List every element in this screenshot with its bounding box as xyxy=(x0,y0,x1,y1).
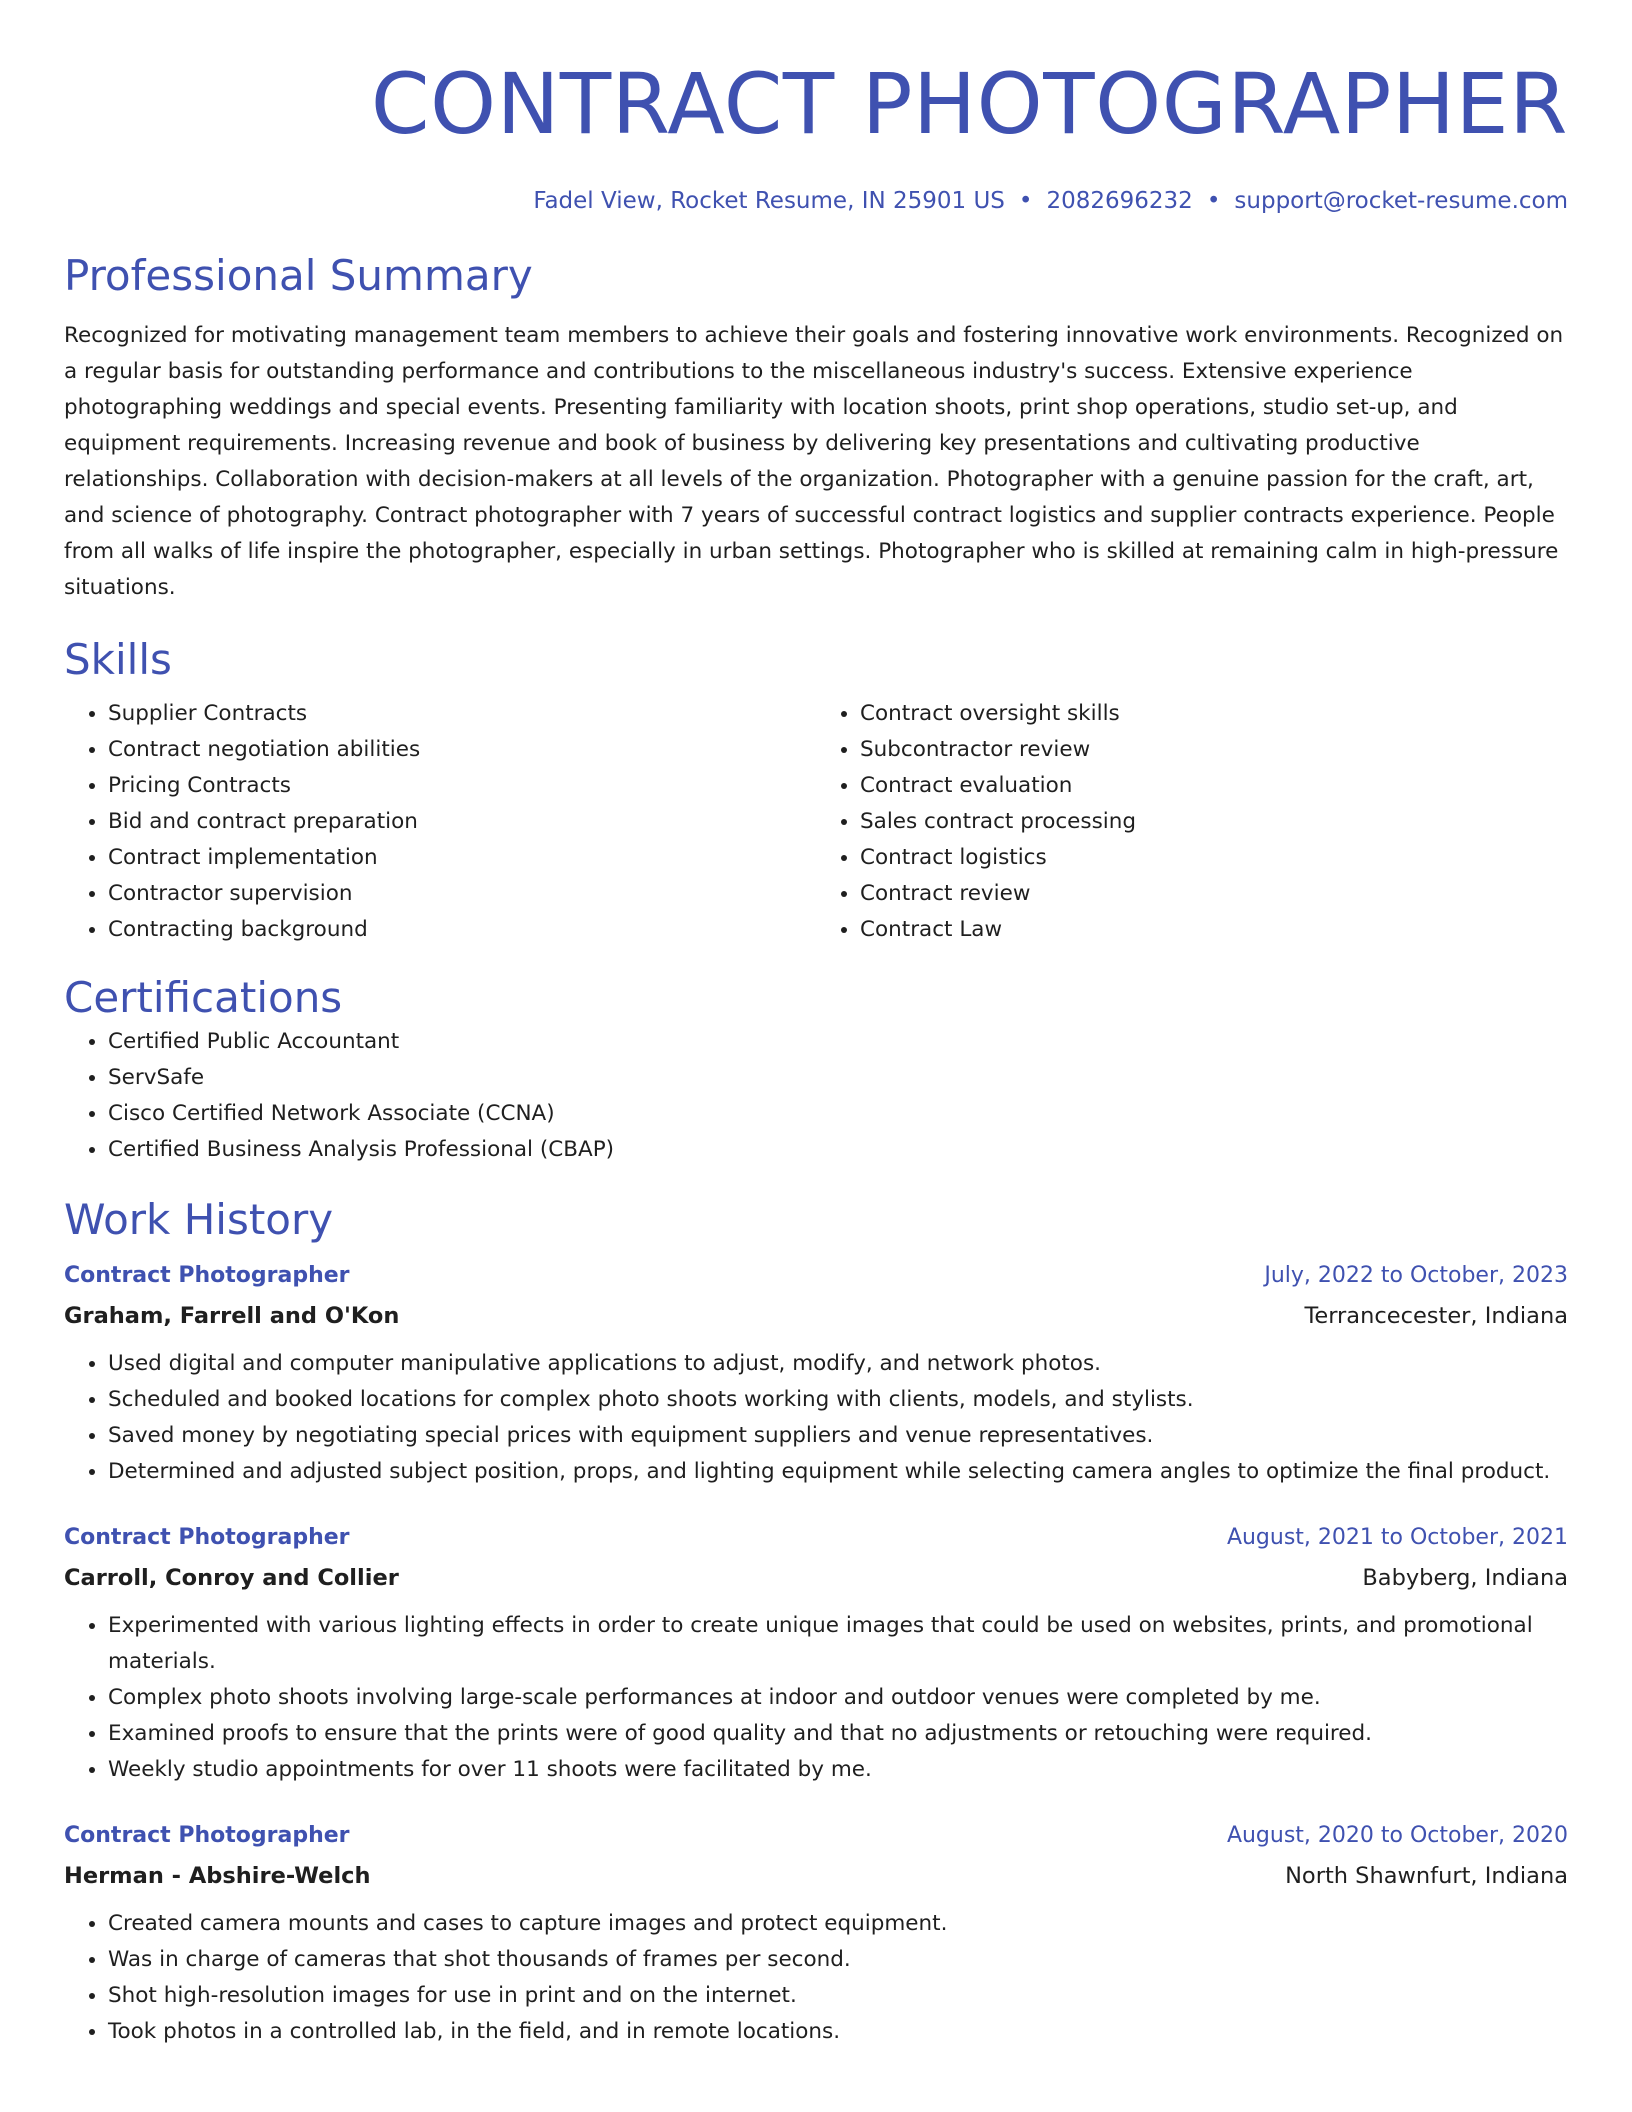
contact-email[interactable]: support@rocket-resume.com xyxy=(1234,188,1568,214)
skills-list-right xyxy=(816,696,1568,948)
skill-item: • Contracting background xyxy=(108,912,816,948)
contact-address: Fadel View, Rocket Resume, IN 25901 US xyxy=(533,188,1005,214)
skill-item: • Contractor supervision xyxy=(108,876,816,912)
skill-item: • Sales contract processing xyxy=(860,804,1568,840)
job-bullet: • Complex photo shoots involving large-scale performances at indoor and outdoor venues were completed by me. xyxy=(108,1680,1568,1716)
job-title: Contract Photographer xyxy=(64,1525,350,1550)
job-company: Graham, Farrell and O'Kon xyxy=(64,1303,400,1329)
job-bullet: • Experimented with various lighting effects in order to create unique images that could be used on websites, prints, and promotional materials. xyxy=(108,1608,1568,1680)
skills-list-left xyxy=(64,696,816,948)
job-bullets xyxy=(64,1906,1568,2050)
job-bullets xyxy=(64,1608,1568,1788)
resume-page xyxy=(64,0,1568,2050)
job-entry xyxy=(64,1256,1568,1490)
job-bullet: • Examined proofs to ensure that the prints were of good quality and that no adjustments or retouching were required. xyxy=(108,1716,1568,1752)
job-title-row xyxy=(64,1816,1568,1856)
job-dates: August, 2020 to October, 2020 xyxy=(1226,1823,1568,1848)
contact-line xyxy=(64,186,1568,216)
certification-item: • Cisco Certified Network Associate (CCNA) xyxy=(108,1096,1568,1132)
contact-phone: 2082696232 xyxy=(1046,188,1193,214)
job-bullet: • Used digital and computer manipulative applications to adjust, modify, and network photos. xyxy=(108,1346,1568,1382)
job-bullet: • Shot high-resolution images for use in print and on the internet. xyxy=(108,1978,1568,2014)
job-location: North Shawnfurt, Indiana xyxy=(1285,1863,1568,1889)
skill-item: • Contract review xyxy=(860,876,1568,912)
job-entry xyxy=(64,1816,1568,2050)
skill-item: • Pricing Contracts xyxy=(108,768,816,804)
job-bullet: • Determined and adjusted subject position, props, and lighting equipment while selecting camera angles to optimize the final product. xyxy=(108,1454,1568,1490)
certifications-heading: Certifications xyxy=(64,973,343,1022)
job-dates: July, 2022 to October, 2023 xyxy=(1264,1263,1568,1288)
resume-title: CONTRACT PHOTOGRAPHER xyxy=(370,55,1568,153)
work-history-jobs xyxy=(64,1256,1568,2050)
skill-item: • Contract Law xyxy=(860,912,1568,948)
job-title: Contract Photographer xyxy=(64,1823,350,1848)
work-history-section xyxy=(64,1194,1568,2050)
job-entry xyxy=(64,1518,1568,1788)
job-bullet: • Created camera mounts and cases to capture images and protect equipment. xyxy=(108,1906,1568,1942)
skill-item: • Subcontractor review xyxy=(860,732,1568,768)
job-bullet: • Scheduled and booked locations for complex photo shoots working with clients, models, and stylists. xyxy=(108,1382,1568,1418)
job-company: Carroll, Conroy and Collier xyxy=(64,1565,399,1591)
skill-item: • Bid and contract preparation xyxy=(108,804,816,840)
skill-item: • Contract negotiation abilities xyxy=(108,732,816,768)
job-bullet: • Took photos in a controlled lab, in the field, and in remote locations. xyxy=(108,2014,1568,2050)
certifications-section xyxy=(64,972,1568,1168)
skill-item: • Supplier Contracts xyxy=(108,696,816,732)
job-dates: August, 2021 to October, 2021 xyxy=(1226,1525,1568,1550)
job-bullet: • Saved money by negotiating special prices with equipment suppliers and venue representatives. xyxy=(108,1418,1568,1454)
certifications-list xyxy=(64,1024,1568,1168)
work-history-heading: Work History xyxy=(64,1195,334,1244)
job-company-row xyxy=(64,1558,1568,1598)
summary-section xyxy=(64,250,1568,606)
skills-section xyxy=(64,634,1568,948)
job-company-row xyxy=(64,1296,1568,1336)
contact-separator: • xyxy=(1206,188,1221,214)
summary-heading: Professional Summary xyxy=(64,251,533,300)
skill-item: • Contract logistics xyxy=(860,840,1568,876)
job-title: Contract Photographer xyxy=(64,1263,350,1288)
contact-separator: • xyxy=(1018,188,1033,214)
summary-text: Recognized for motivating management team members to achieve their goals and fostering innovative work environments. Recognized on a regular basis for outstanding performance and contributions to the miscellaneous industry's success. Extensive experience photographing weddings and special events. Presenting familiarity with location shoots, print shop operations, studio set-up, and equipment requirements. Increasing revenue and book of business by delivering key presentations and cultivating productive relationships. Collaboration with decision-makers at all levels of the organization. Photographer with a genuine passion for the craft, art, and science of photography. Contract photographer with 7 years of successful contract logistics and supplier contracts experience. People from all walks of life inspire the photographer, especially in urban settings. Photographer who is skilled at remaining calm in high-pressure situations. xyxy=(64,323,1564,600)
certification-item: • ServSafe xyxy=(108,1060,1568,1096)
job-title-row xyxy=(64,1518,1568,1558)
skills-grid xyxy=(64,696,1568,948)
skills-heading: Skills xyxy=(64,635,172,684)
job-bullet: • Was in charge of cameras that shot thousands of frames per second. xyxy=(108,1942,1568,1978)
job-location: Babyberg, Indiana xyxy=(1362,1565,1568,1591)
certification-item: • Certified Public Accountant xyxy=(108,1024,1568,1060)
job-company: Herman - Abshire-Welch xyxy=(64,1863,371,1889)
job-bullet: • Weekly studio appointments for over 11 shoots were facilitated by me. xyxy=(108,1752,1568,1788)
skill-item: • Contract implementation xyxy=(108,840,816,876)
job-location: Terrancecester, Indiana xyxy=(1304,1303,1568,1329)
job-bullets xyxy=(64,1346,1568,1490)
job-title-row xyxy=(64,1256,1568,1296)
skill-item: • Contract oversight skills xyxy=(860,696,1568,732)
certification-item: • Certified Business Analysis Professional (CBAP) xyxy=(108,1132,1568,1168)
skill-item: • Contract evaluation xyxy=(860,768,1568,804)
job-company-row xyxy=(64,1856,1568,1896)
